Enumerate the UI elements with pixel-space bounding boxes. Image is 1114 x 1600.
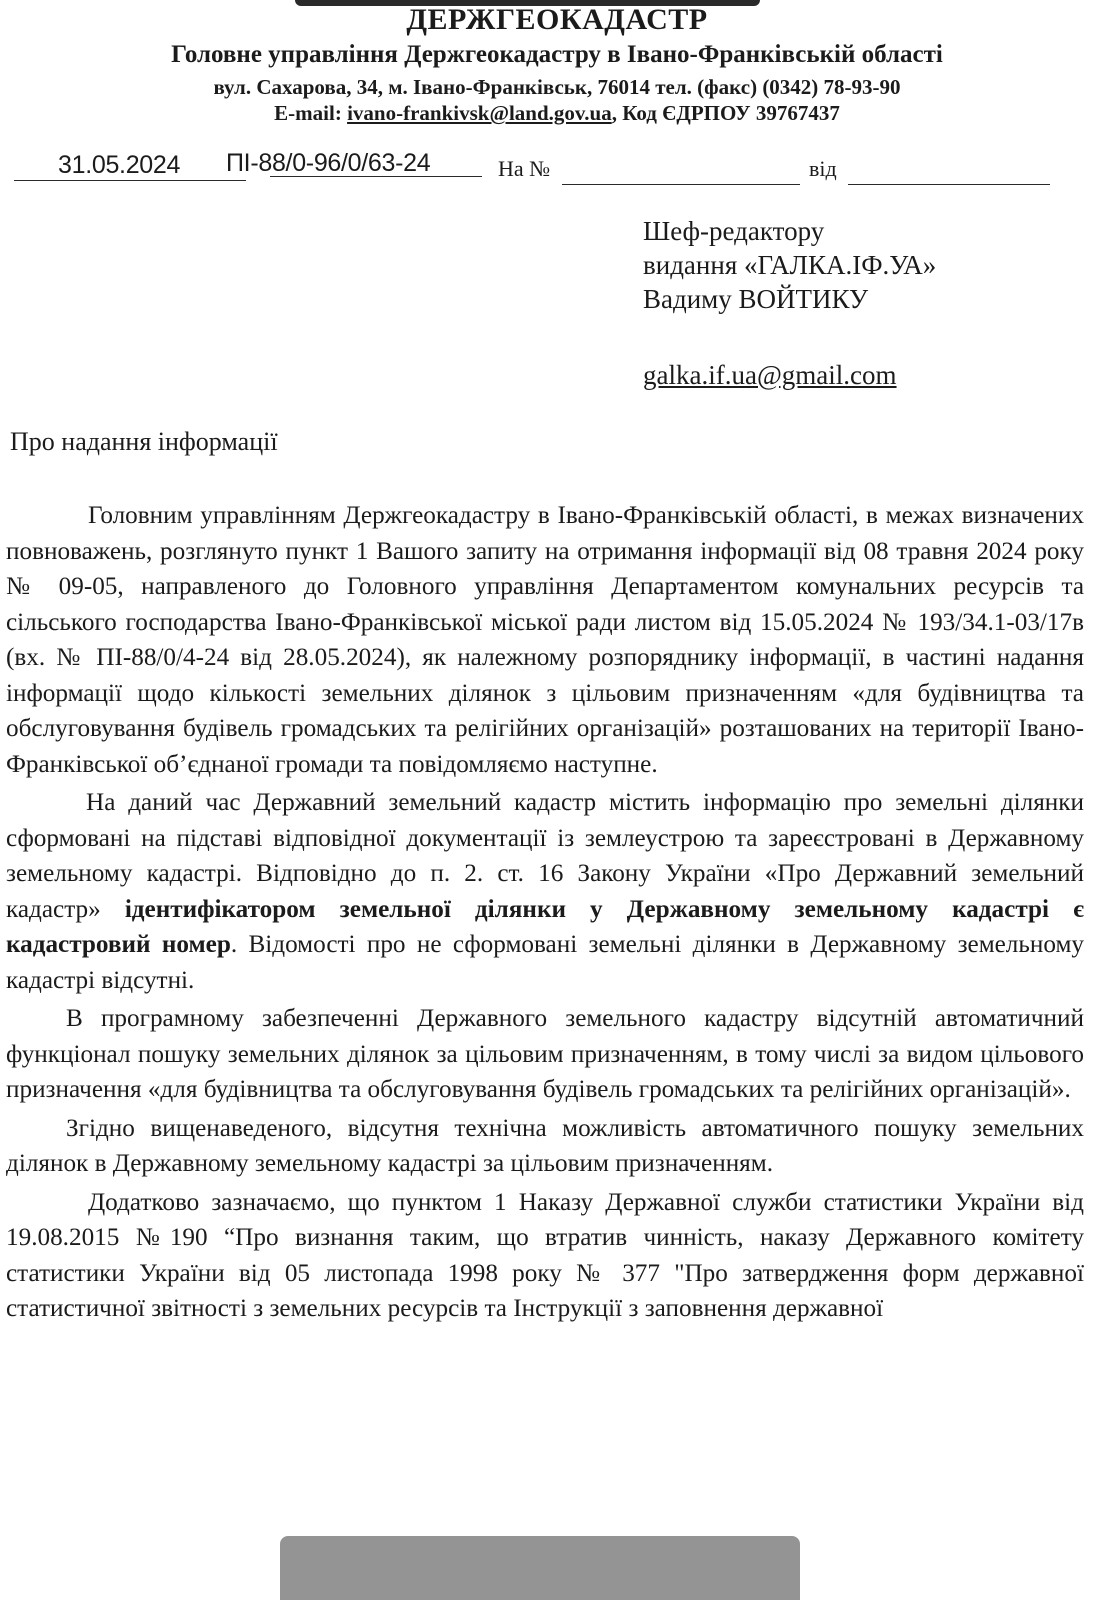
paragraph-2: [6, 785, 1084, 998]
paragraph-2-text-a: На даний час Державний земельний кадастр містить інформацію про земельні ділянки сформовані на підставі відповідної документації із землеустрою та зареєстровані в Державному земельному кадастрі. Відповідно до п. 2. ст. 16 Закону України «Про Державний земельний кадастр»: [6, 789, 1084, 923]
addressee-title: Шеф-редактору: [643, 216, 825, 246]
addressee-name: Вадиму ВОЙТИКУ: [643, 284, 869, 314]
date-underline: [14, 180, 246, 181]
department-address: вул. Сахарова, 34, м. Івано-Франківськ, 76014 тел. (факс) (0342) 78-93-90: [213, 75, 901, 99]
reference-number-label: На №: [498, 156, 551, 181]
paragraph-5: Додатково зазначаємо, що пунктом 1 Наказу Державної служби статистики України від 19.08.2015 №190 “Про визнання таким, що втратив чинність, наказу Державного комітету статистики України від 05 листопада 1998 року № 377 "Про затвердження форм державної статистичної звітності з земельних ресурсів та Інструкції з заповнення державної: [6, 1188, 1084, 1322]
reference-date-blank: [848, 184, 1050, 185]
department-name: Головне управління Держгеокадастру в Івано-Франківській області: [171, 41, 943, 68]
reference-number-blank: [562, 184, 800, 185]
agency-name: ДЕРЖГЕОКАДАСТР: [406, 3, 708, 36]
contact-line: [0, 100, 1114, 126]
edrpou-code: , Код ЄДРПОУ 39767437: [611, 101, 840, 125]
paragraph-1: Головним управлінням Держгеокадастру в Івано-Франківській області, в межах визначених повноважень, розглянуто пункт 1 Вашого запиту на отримання інформації від 08 травня 2024 року № 09-05, направленого до Головного управління Департаментом комунальних ресурсів та сільського господарства Івано-Франківської міської ради листом від 15.05.2024 № 193/34.1-03/17в (вх. № ПІ-88/0/4-24 від 28.05.2024), як належному розпоряднику інформації, в частині надання інформації щодо кількості земельних ділянок з цільовим призначенням «для будівництва та обслуговування будівель громадських та релігійних організацій» розташованих на території Івано-Франківської об’єднаної громади та повідомляємо наступне.: [6, 502, 1084, 778]
addressee-publication: видання «ГАЛКА.ІФ.УА»: [643, 250, 937, 280]
letter-body: [6, 498, 1084, 1330]
letter-subject: Про надання інформації: [10, 427, 278, 456]
paragraph-2-text-b: . Відомості про не сформовані земельні ділянки в Державному земельному кадастрі відсутні.: [6, 931, 1084, 994]
email-label: E-mail:: [274, 101, 348, 125]
reference-date-label: від: [809, 156, 837, 181]
registration-row: [14, 148, 1104, 188]
addressee-email-link[interactable]: galka.if.ua@gmail.com: [643, 360, 897, 390]
outgoing-number: ПІ-88/0-96/0/63-24: [226, 149, 431, 177]
paragraph-3: В програмному забезпеченні Державного земельного кадастру відсутній автоматичний функціонал пошуку земельних ділянок за цільовим призначенням, в тому числі за видом цільового призначення «для будівництва та обслуговування будівель громадських та релігійних організацій».: [6, 1005, 1084, 1103]
paragraph-2-bold: ідентифікатором земельної ділянки у Державному земельному кадастрі є кадастровий номер: [6, 895, 1084, 958]
addressee-block: [643, 214, 936, 316]
outgoing-date: 31.05.2024: [58, 151, 181, 179]
viewer-overlay-bar: [280, 1536, 800, 1600]
department-email-link[interactable]: ivano-frankivsk@land.gov.ua: [347, 101, 612, 125]
paragraph-4: Згідно вищенаведеного, відсутня технічна можливість автоматичного пошуку земельних ділянок в Державному земельному кадастрі за цільовим призначенням.: [6, 1114, 1084, 1177]
